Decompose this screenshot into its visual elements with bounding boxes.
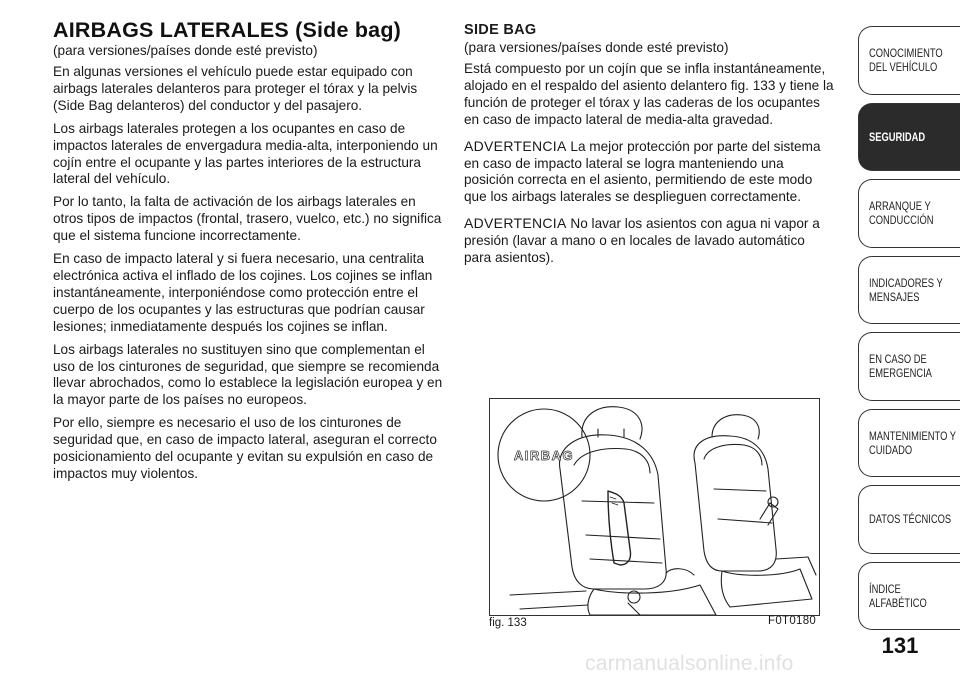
section-title: AIRBAGS LATERALES (Side bag) bbox=[53, 18, 402, 42]
tab-label-line2: EMERGENCIA bbox=[869, 366, 932, 381]
warning-keyword: ADVERTENCIA bbox=[464, 215, 567, 232]
tab-mantenimiento[interactable] bbox=[858, 409, 960, 478]
tab-label bbox=[869, 582, 959, 610]
tab-label bbox=[869, 130, 959, 144]
section-subtitle: (para versiones/países donde esté previsto) bbox=[53, 43, 318, 58]
rear-seat-cushion bbox=[721, 569, 812, 607]
tab-label bbox=[869, 46, 959, 74]
rear-seat-backrest bbox=[694, 436, 776, 571]
tab-datos-tecnicos[interactable] bbox=[858, 485, 960, 554]
tab-label bbox=[869, 352, 959, 380]
tab-indicadores[interactable] bbox=[858, 256, 960, 325]
tab-label-line2: CONDUCCIÓN bbox=[869, 213, 934, 228]
seat-airbag-figure bbox=[489, 398, 820, 616]
tab-label bbox=[869, 429, 959, 457]
tab-label-line1: EN CASO DE bbox=[869, 352, 927, 367]
figure-code: F0T0180 bbox=[768, 615, 817, 627]
paragraph-2: Los airbags laterales protegen a los ocupantes en caso de impactos laterales de envergadura media-alta, interponiendo un cojín entre el ocupante y las partes interiores de la estructura lateral del vehículo. bbox=[53, 120, 438, 187]
side-bag-subtitle: (para versiones/países donde esté previsto) bbox=[464, 40, 729, 55]
tab-label-line1: INDICADORES Y bbox=[869, 275, 943, 290]
left-column bbox=[53, 18, 443, 489]
tab-label-line1: MANTENIMIENTO Y bbox=[869, 428, 957, 443]
side-bag-heading: SIDE BAG bbox=[464, 22, 537, 38]
right-column bbox=[464, 22, 834, 267]
tab-label-line2: DEL VEHÍCULO bbox=[869, 60, 938, 75]
tab-conocimiento[interactable] bbox=[858, 26, 960, 95]
warning-text: No lavar los asientos con agua ni vapor a presión (lavar a mano o en locales de lavado automático para asientos). bbox=[464, 216, 820, 266]
front-headrest bbox=[582, 407, 642, 439]
tab-arranque[interactable] bbox=[858, 179, 960, 248]
airbag-label: AIRBAG bbox=[513, 448, 575, 463]
tab-seguridad[interactable] bbox=[858, 103, 960, 172]
tab-label-line1: CONOCIMIENTO bbox=[869, 46, 943, 61]
tab-label-line1: ÍNDICE ALFABÉTICO bbox=[869, 581, 927, 610]
paragraph-6: Por ello, siempre es necesario el uso de los cinturones de seguridad que, en caso de impacto lateral, aseguran el correcto posicionamiento del ocupante y evitan su expulsión en caso de impactos muy violentos. bbox=[53, 415, 437, 481]
paragraph-5: Los airbags laterales no sustituyen sino que complementan el uso de los cinturones de seguridad, que siempre se recomienda llevar abrochados, como lo establece la legislación europea y en la mayor parte de los países no europeos. bbox=[53, 341, 443, 408]
side-bag-paragraph: Está compuesto por un cojín que se infla instantáneamente, alojado en el respaldo del asiento delantero fig. 133 y tiene la función de proteger el tórax y las caderas de los ocupantes en caso de impacto lateral de media-alta gravedad. bbox=[464, 61, 834, 127]
tab-label bbox=[869, 276, 959, 304]
warning-1 bbox=[464, 138, 834, 207]
tab-label bbox=[869, 199, 959, 227]
tab-label-line1: SEGURIDAD bbox=[869, 129, 926, 144]
chapter-tabs bbox=[858, 26, 960, 638]
warning-2 bbox=[464, 215, 834, 267]
figure-label: fig. 133 bbox=[489, 617, 527, 629]
tab-emergencia[interactable] bbox=[858, 332, 960, 401]
watermark: carmanualsonline.info bbox=[585, 652, 794, 675]
tab-label-line2: MENSAJES bbox=[869, 289, 920, 304]
paragraph-3: Por lo tanto, la falta de activación de los airbags laterales en otros tipos de impactos (frontal, trasero, vuelco, etc.) no significa que el sistema funcione incorrectamente. bbox=[53, 194, 442, 244]
tab-label-line1: DATOS TÉCNICOS bbox=[869, 512, 952, 527]
warning-text: La mejor protección por parte del sistema en caso de impacto lateral se logra manteniendo una posición correcta en el asiento, permitiendo de este modo que los airbags laterales se desplieguen correctamente. bbox=[464, 138, 821, 205]
front-seat-backrest bbox=[560, 435, 667, 589]
tab-indice[interactable] bbox=[858, 562, 960, 631]
tab-label bbox=[869, 512, 959, 526]
warning-keyword: ADVERTENCIA bbox=[464, 137, 567, 154]
tab-label-line2: CUIDADO bbox=[869, 442, 913, 457]
paragraph-1: En algunas versiones el vehículo puede estar equipado con airbags laterales delanteros para proteger el tórax y la pelvis (Side Bag delanteros) del conductor y del pasajero. bbox=[53, 64, 418, 113]
seat-illustration bbox=[490, 399, 819, 615]
tab-label-line1: ARRANQUE Y bbox=[869, 199, 931, 214]
page-number: 131 bbox=[881, 633, 919, 658]
paragraph-4: En caso de impacto lateral y si fuera necesario, una centralita electrónica activa el inflado de los cojines. Los cojines se inflan instantáneamente, interponiéndose como protección entre el cuerpo de los ocupantes y las estructuras que podrían causar lesiones; inmediatamente después los cojines se inflan. bbox=[53, 251, 433, 334]
